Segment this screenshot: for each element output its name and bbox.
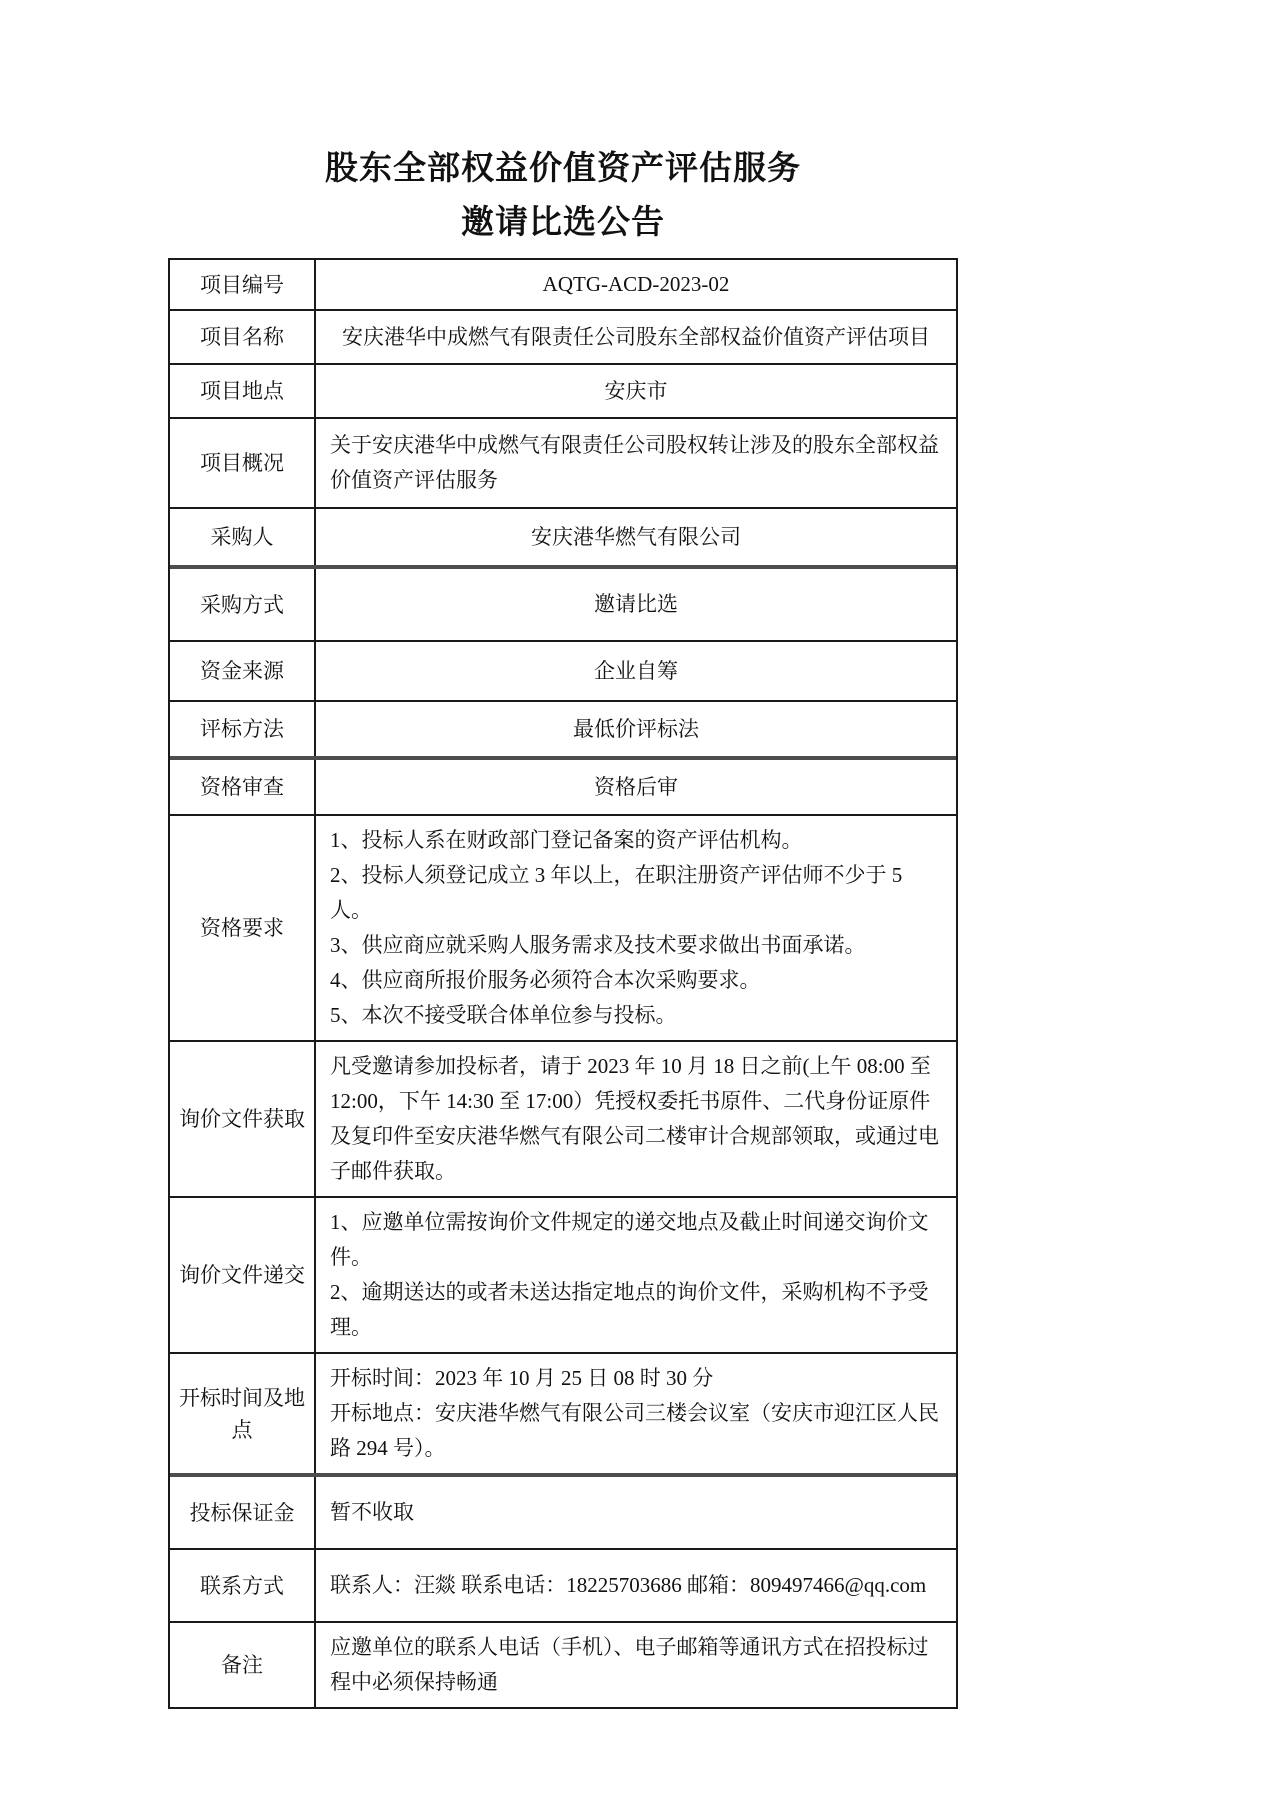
table-row <box>170 816 956 1042</box>
row-label: 询价文件获取 <box>170 1042 316 1196</box>
row-label: 开标时间及地点 <box>170 1354 316 1473</box>
value-line: 凡受邀请参加投标者，请于 2023 年 10 月 18 日之前(上午 08:00 至 12:00，下午 14:30 至 17:00）凭授权委托书原件、二代身份证原件及复印件至安庆港华燃气有限公司二楼审计合规部领取，或通过电子邮件获取。 <box>330 1054 939 1183</box>
document-title-line2: 邀请比选公告 <box>461 205 665 241</box>
table-row <box>170 1550 956 1623</box>
value-line: 开标时间：2023 年 10 月 25 日 08 时 30 分 <box>330 1366 714 1390</box>
row-value <box>316 365 956 417</box>
value-line: 最低价评标法 <box>573 716 699 741</box>
value-line: 暂不收取 <box>330 1500 414 1524</box>
table-row <box>170 1623 956 1707</box>
value-line: 企业自筹 <box>594 658 678 683</box>
value-line: 关于安庆港华中成燃气有限责任公司股权转让涉及的股东全部权益价值资产评估服务 <box>330 433 939 492</box>
row-value <box>316 419 956 507</box>
row-label: 资金来源 <box>170 642 316 700</box>
value-line: 4、供应商所报价服务必须符合本次采购要求。 <box>330 968 761 992</box>
row-value <box>316 1550 956 1621</box>
row-label: 资格审查 <box>170 760 316 814</box>
row-label: 备注 <box>170 1623 316 1707</box>
table-row <box>170 419 956 509</box>
row-label: 项目编号 <box>170 260 316 309</box>
value-line: 1、应邀单位需按询价文件规定的递交地点及截止时间递交询价文件。 <box>330 1210 929 1269</box>
table-row <box>170 702 956 760</box>
table-row <box>170 760 956 816</box>
row-value <box>316 760 956 814</box>
row-label: 投标保证金 <box>170 1477 316 1548</box>
value-line: 安庆市 <box>604 378 668 403</box>
table-row <box>170 509 956 569</box>
table-row <box>170 569 956 642</box>
value-line: 安庆港华中成燃气有限责任公司股东全部权益价值资产评估项目 <box>342 324 930 349</box>
table-row <box>170 311 956 365</box>
row-value <box>316 1477 956 1548</box>
table-row <box>170 642 956 702</box>
row-value <box>316 1198 956 1352</box>
row-label: 联系方式 <box>170 1550 316 1621</box>
row-value <box>316 569 956 640</box>
row-label: 评标方法 <box>170 702 316 756</box>
row-label: 项目地点 <box>170 365 316 417</box>
value-line: 3、供应商应就采购人服务需求及技术要求做出书面承诺。 <box>330 933 866 957</box>
document-title-line1: 股东全部权益价值资产评估服务 <box>325 151 801 187</box>
row-label: 资格要求 <box>170 816 316 1040</box>
row-value <box>316 311 956 363</box>
value-line: 开标地点：安庆港华燃气有限公司三楼会议室（安庆市迎江区人民路 294 号）。 <box>330 1401 939 1460</box>
row-value <box>316 1042 956 1196</box>
row-value <box>316 642 956 700</box>
row-value <box>316 1623 956 1707</box>
table-row <box>170 1477 956 1550</box>
value-line: 资格后审 <box>594 774 678 799</box>
value-line: 联系人：汪燚 联系电话：18225703686 邮箱：809497466@qq.com <box>330 1573 927 1597</box>
table-row <box>170 1198 956 1354</box>
row-value <box>316 509 956 565</box>
row-label: 采购人 <box>170 509 316 565</box>
value-line: 5、本次不接受联合体单位参与投标。 <box>330 1003 677 1027</box>
value-line: 邀请比选 <box>594 592 678 616</box>
value-line: 安庆港华燃气有限公司 <box>531 524 741 549</box>
row-label: 询价文件递交 <box>170 1198 316 1352</box>
row-value <box>316 260 956 309</box>
row-label: 项目概况 <box>170 419 316 507</box>
table-row <box>170 260 956 311</box>
value-line: 应邀单位的联系人电话（手机）、电子邮箱等通讯方式在招投标过程中必须保持畅通 <box>330 1635 929 1694</box>
value-line: 1、投标人系在财政部门登记备案的资产评估机构。 <box>330 828 803 852</box>
value-line: 2、投标人须登记成立 3 年以上，在职注册资产评估师不少于 5 人。 <box>330 863 903 922</box>
row-value <box>316 702 956 756</box>
table-row <box>170 1042 956 1198</box>
row-label: 采购方式 <box>170 569 316 640</box>
value-line: AQTG-ACD-2023-02 <box>542 272 730 296</box>
value-line: 2、逾期送达的或者未送达指定地点的询价文件，采购机构不予受理。 <box>330 1280 929 1339</box>
table-row <box>170 1354 956 1477</box>
row-label: 项目名称 <box>170 311 316 363</box>
announcement-table <box>168 258 958 1709</box>
row-value <box>316 1354 956 1473</box>
row-value <box>316 816 956 1040</box>
document-page <box>168 0 958 1709</box>
table-row <box>170 365 956 419</box>
